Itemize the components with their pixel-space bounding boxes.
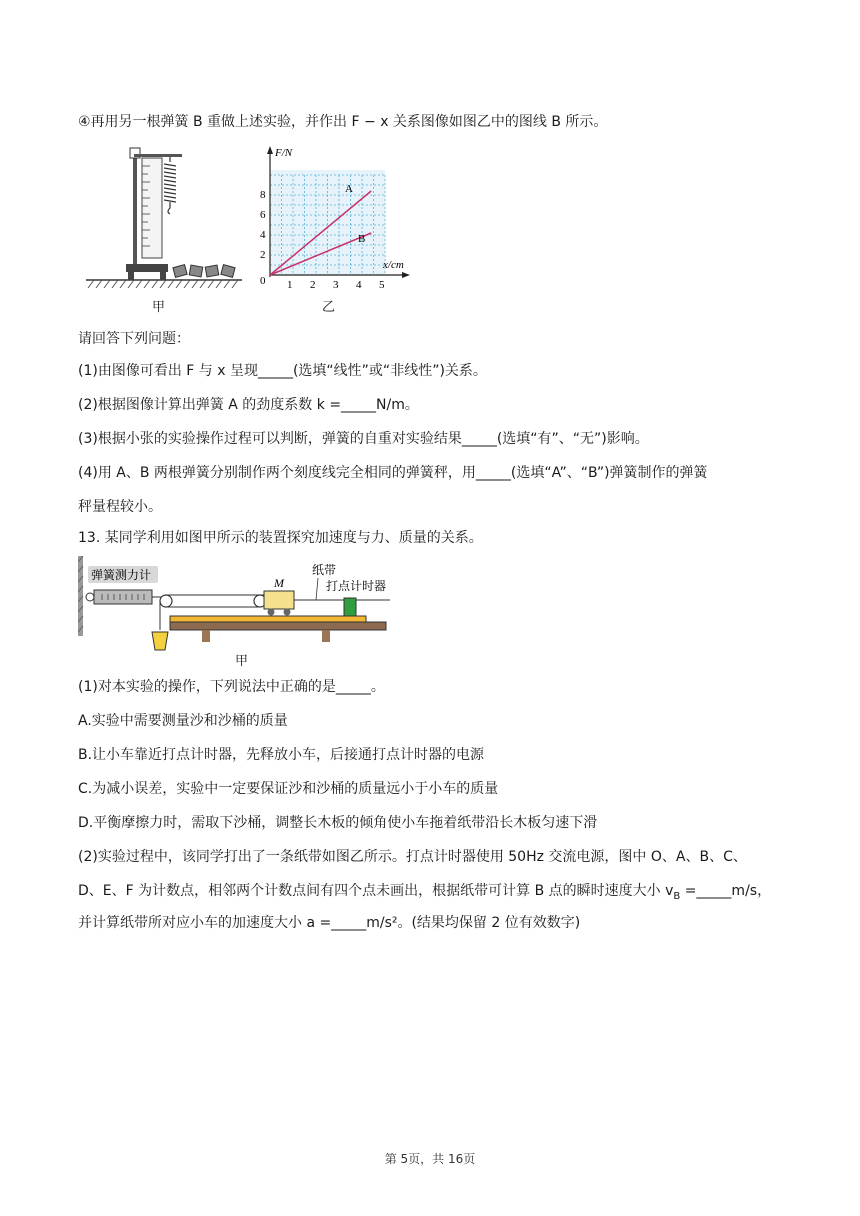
y-tick-2: 2 [260, 249, 266, 261]
velocity-subscript: B [673, 890, 681, 902]
page-footer: 第 5页，共 16页 [384, 1152, 476, 1166]
y-tick-4: 4 [260, 229, 266, 241]
question-2: (2)根据图像计算出弹簧 A 的劲度系数 k =_____N/m。 [78, 397, 419, 413]
s2-line2-tail: =_____m/s， [680, 883, 772, 899]
question-1: (1)由图像可看出 F 与 x 呈现_____(选填“线性”或“非线性”)关系。 [78, 363, 487, 379]
fig1-left-caption: 甲 [152, 300, 166, 315]
fig1-right-caption: 乙 [322, 300, 336, 315]
option-d: D.平衡摩擦力时，需取下沙桶，调整长木板的倾角使小车拖着纸带沿长木板匀速下滑 [78, 815, 598, 831]
line-a-label: A [345, 183, 353, 195]
question-3: (3)根据小张的实验操作过程可以判断，弹簧的自重对实验结果_____(选填“有”、“无”)影响。 [78, 431, 649, 447]
x-axis-label: x/cm [383, 259, 404, 271]
question-4-line1: (4)用 A、B 两根弹簧分别制作两个刻度线完全相同的弹簧秤，用_____(选填“A”、“B”)弹簧制作的弹簧 [78, 465, 708, 481]
spring-apparatus-figure [82, 142, 247, 292]
force-extension-chart [255, 142, 425, 292]
s2-line3: 并计算纸带所对应小车的加速度大小 a =_____m/s²。(结果均保留 2 位有效数字) [78, 915, 581, 931]
cart-mass-label: M [274, 576, 284, 590]
question-4-line2: 秤量程较小。 [78, 499, 162, 515]
meter-label: 弹簧测力计 [91, 568, 152, 582]
s1-question: (1)对本实验的操作，下列说法中正确的是_____。 [78, 679, 385, 695]
fig2-caption: 甲 [235, 654, 249, 669]
tape-label: 纸带 [312, 563, 337, 577]
x-tick-4: 4 [356, 279, 362, 291]
option-c: C.为减小误差，实验中一定要保证沙和沙桶的质量远小于小车的质量 [78, 781, 499, 797]
line-b-label: B [358, 233, 366, 245]
x-tick-1: 1 [287, 279, 293, 291]
s2-line2 [78, 881, 771, 907]
y-axis-label: F/N [275, 147, 293, 159]
step4-text: ④再用另一根弹簧 B 重做上述实验，并作出 F − x 关系图像如图乙中的图线 B 所示。 [78, 114, 608, 130]
timer-label: 打点计时器 [326, 579, 387, 593]
option-a: A.实验中需要测量沙和沙桶的质量 [78, 713, 288, 729]
x-tick-2: 2 [310, 279, 316, 291]
x-tick-3: 3 [333, 279, 339, 291]
y-tick-6: 6 [260, 209, 266, 221]
origin-label: 0 [260, 275, 266, 287]
option-b: B.让小车靠近打点计时器，先释放小车，后接通打点计时器的电源 [78, 747, 485, 763]
prompt-text: 请回答下列问题： [78, 331, 190, 347]
y-tick-8: 8 [260, 189, 266, 201]
question-13-title: 13. 某同学利用如图甲所示的装置探究加速度与力、质量的关系。 [78, 530, 483, 546]
s2-line1: (2)实验过程中，该同学打出了一条纸带如图乙所示。打点计时器使用 50Hz 交流电源，图中 O、A、B、C、 [78, 849, 747, 865]
s2-line2-text: D、E、F 为计数点，相邻两个计数点间有四个点未画出，根据纸带可计算 B 点的瞬时速度大小 v [78, 883, 674, 899]
x-tick-5: 5 [379, 279, 385, 291]
